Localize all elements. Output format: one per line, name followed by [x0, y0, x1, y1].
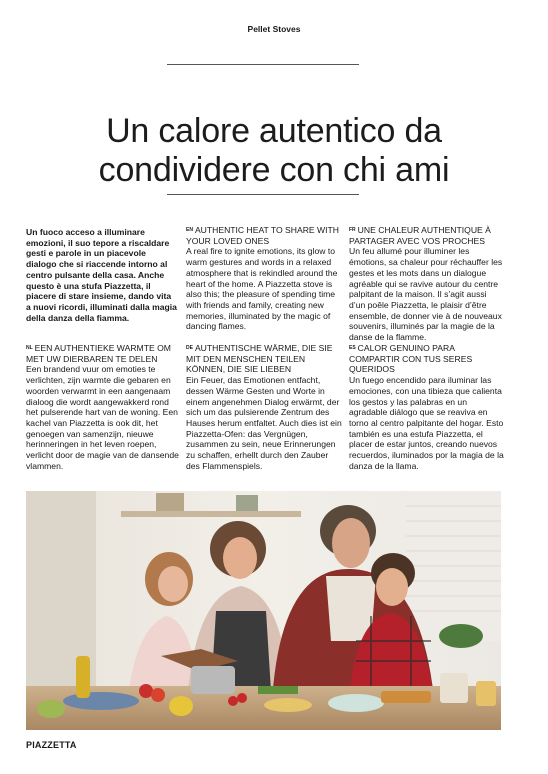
- column-spanish: [349, 343, 504, 471]
- bottom-divider: [167, 194, 359, 195]
- french-heading: $^{FR}$ UNE CHALEUR AUTHENTIQUE À PARTAGER AVEC VOS PROCHES: [349, 225, 491, 246]
- lang-code-es: ES: [349, 345, 356, 351]
- english-text: A real fire to ignite emotions, its glow to warm gestures and words in a relaxed atmosphere that is rekindled around the heart of the home. A Piazzetta stove is also this; the pleasure of spending time with friends and family, creating new memories, illuminated by the magic of dancing flames.: [186, 246, 338, 332]
- column-english: [186, 225, 341, 332]
- column-french: [349, 225, 504, 343]
- spanish-heading: $^{ES}$ CALOR GENUINO PARA COMPARTIR CON TUS SERES QUERIDOS: [349, 343, 473, 375]
- column-italian: [26, 227, 178, 323]
- column-german: [186, 343, 343, 471]
- title-line-2: condividere con chi ami: [98, 150, 450, 189]
- title-line-1: Un calore autentico da: [106, 111, 442, 150]
- lang-code-fr: FR: [349, 227, 356, 233]
- section-header: Pellet Stoves: [247, 24, 301, 34]
- spanish-text: Un fuego encendido para iluminar las emociones, con una tibieza que calienta los gestos y las palabras en un agradable diálogo que se reaviva en torno al centro palpitante del hogar. Esto también es una estufa Piazzetta, el placer de estar juntos, creando nuevos recuerdos, iluminados por la magia de la danza de la llama.: [349, 375, 504, 471]
- german-heading: $^{DE}$ AUTHENTISCHE WÄRME, DIE SIE MIT DEN MENSCHEN TEILEN KÖNNEN, DIE SIE LIEBEN: [186, 343, 333, 375]
- brand-logo: PIAZZETTA: [26, 740, 77, 750]
- german-text: Ein Feuer, das Emotionen entfacht, dessen Wärme Gesten und Worte in einem angenehmen Dialog erwärmt, der sich um das pulsierende Zentrum des Hauses herum entfaltet. Auch dies ist ein Piazzetta-Ofen: das Vergnügen, zusammen zu sein, neue Erinnerungen zu schaffen, erhellt durch den Zauber des Flammenspiels.: [186, 375, 342, 471]
- top-divider: [167, 64, 359, 65]
- page-title: [40, 112, 508, 190]
- lang-code-de: DE: [186, 345, 193, 351]
- dutch-text: Een brandend vuur om emoties te verlichten, zijn warmte die gebaren en woorden verwarmt in een aangenaam dialoog die wordt aangewakkerd rond het pulserende hart van de woning. Een kachel van Piazzetta is ook dit, het genoegen van samenzijn, nieuwe herinneringen in het leven roepen, verlicht door de magie van de dansende vlammen.: [26, 364, 179, 471]
- family-cooking-photo: [26, 491, 501, 730]
- dutch-heading: $^{NL}$ EEN AUTHENTIEKE WARMTE OM MET UW DIERBAREN TE DELEN: [26, 343, 171, 364]
- french-text: Un feu allumé pour illuminer les émotions, sa chaleur pour réchauffer les gestes et les mots dans un dialogue agréable qui se ravive autour du centre palpitant de la maison. Il s’agit aussi d’un poêle Piazzetta, le plaisir d’être ensemble, de donner vie à de nouveaux souvenirs, illuminés par la magie de la danse de la flamme.: [349, 246, 503, 343]
- english-heading: $^{EN}$ AUTHENTIC HEAT TO SHARE WITH YOUR LOVED ONES: [186, 225, 339, 246]
- column-dutch: [26, 343, 181, 471]
- lang-code-nl: NL: [26, 345, 33, 351]
- lang-code-en: EN: [186, 227, 193, 233]
- italian-text: Un fuoco acceso a illuminare emozioni, il suo tepore a riscaldare gesti e parole in un piacevole dialogo che si riaccende intorno al centro pulsante della casa. Anche questo è una stufa Piazzetta, il piacere di stare insieme, dando vita a nuovi ricordi, illuminati dalla magia della danza della fiamma.: [26, 227, 177, 323]
